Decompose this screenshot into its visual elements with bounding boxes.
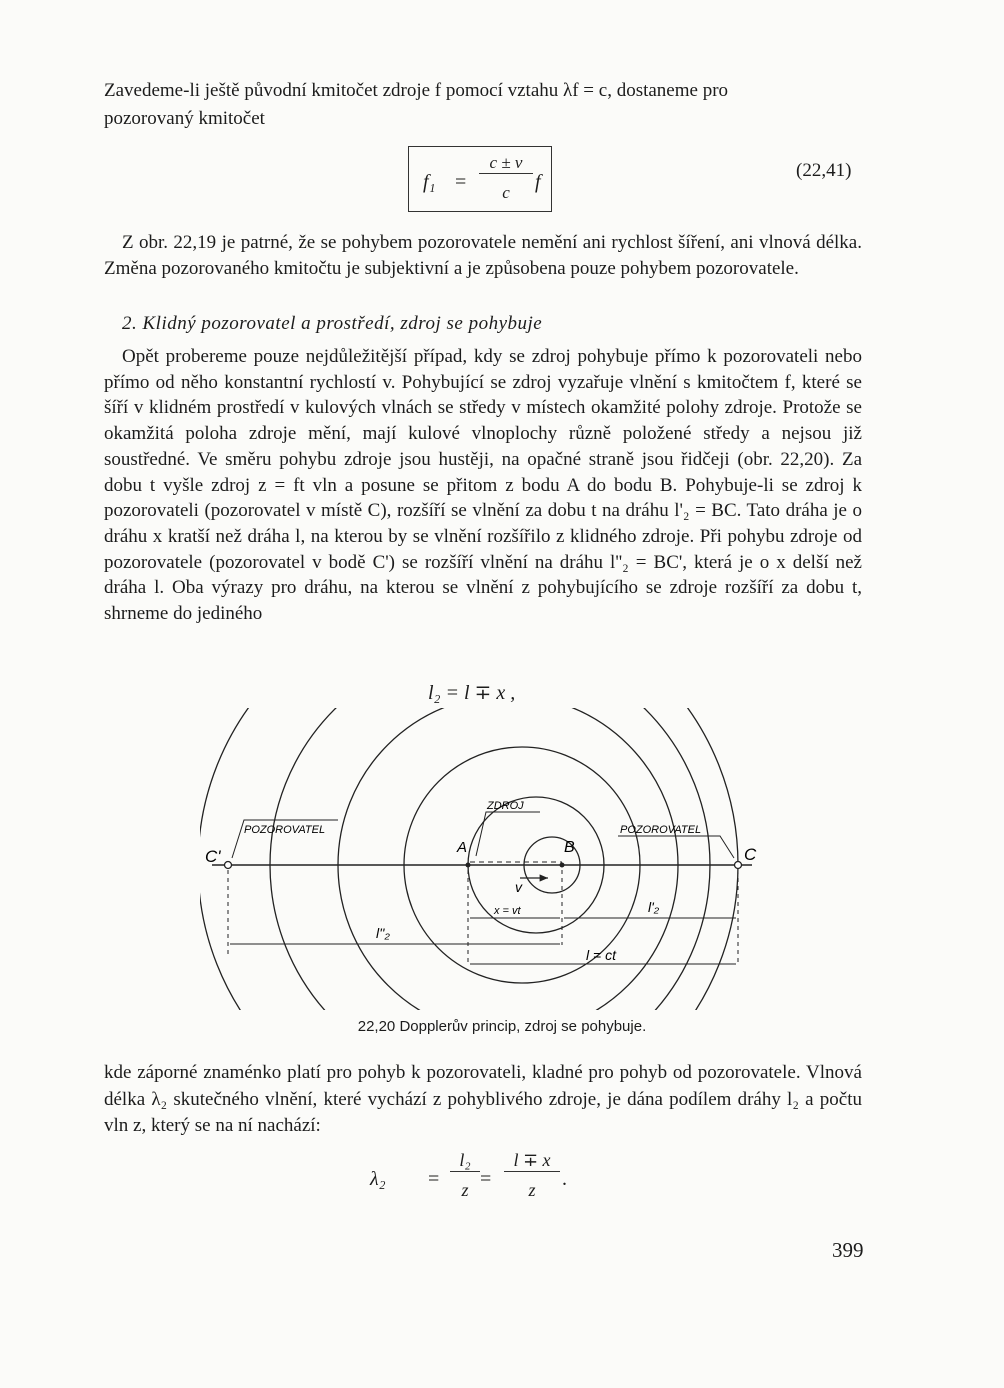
label-c: C [744, 845, 757, 864]
paragraph-main-text: Opět probereme pouze nejdůležitější případ, kdy se zdroj pohybuje přímo k pozorovateli nebo přímo od něho konstantní rychlostí v. Pohybující se zdroj vyzařuje vlnění s kmitočtem f, které se šíří v klidném prostředí v kulových vlnách se středy v místech okamžité polohy zdroje. Protože se okamžitá poloha zdroje mění, mají kulové vlnoplochy různě položené středy a nejsou již soustředné. Ve směru pohybu zdroje jsou hustěji, na opačné straně jsou řidčeji (obr. 22,20). Za dobu t vyšle zdroj z = ft vln a posune se přitom z bodu A do bodu B. Pohybuje-li se zdroj k pozorovateli (pozorovatel v místě C), rozšíří se vlnění za dobu t na dráhu l'₂ = BC. Tato dráha je o dráhu x kratší než dráha l, na kterou by se vlnění rozšířilo z klidného zdroje. Při pohybu zdroje od pozorovatele (pozorovatel v bodě C') se rozšíří vlnění na dráhu l''₂ = BC', která je o x delší než dráha l. Oba výrazy pro dráhu, na kterou se vlnění z pohybujícího se zdroje rozšíří za dobu t, shrneme do jediného [104, 346, 862, 625]
paragraph-after-text: kde záporné znaménko platí pro pohyb k pozorovateli, kladné pro pohyb od pozorovatele. Vlnová délka λ₂ skutečného vlnění, které vychází z pohyblivého zdroje, je dána podílem dráhy l₂ a počtu vln z, který se na ní nachází: [104, 1062, 862, 1136]
formula-numerator: c ± v [479, 153, 533, 174]
formula-lhs: f₁ [423, 171, 436, 193]
lambda-eq1: = [428, 1168, 440, 1190]
label-v: v [515, 879, 522, 895]
label-zdroj: ZDROJ [487, 800, 524, 812]
label-l2-single: l'₂ [648, 899, 660, 915]
label-a: A [457, 839, 468, 856]
formula-eq: = [455, 171, 467, 193]
point-a [466, 863, 471, 868]
lambda-lhs: λ₂ [370, 1168, 386, 1190]
intro-line-1: Zavedeme-li ještě původní kmitočet zdroje f pomocí vztahu λf = c, dostaneme pro [104, 80, 729, 101]
point-c [735, 862, 742, 869]
lambda-frac1-den: z [461, 1180, 469, 1200]
point-c-prime [225, 862, 232, 869]
lambda-frac2-den: z [528, 1180, 536, 1200]
formula-tail: f [535, 171, 541, 193]
equation-l2: l₂ = l ∓ x , [428, 682, 516, 704]
label-l-ct: l = ct [586, 947, 616, 963]
lambda-dot: . [562, 1168, 567, 1190]
equation-number: (22,41) [796, 160, 852, 181]
label-x: x = vt [494, 905, 521, 917]
label-l2-double: l''₂ [376, 925, 390, 941]
lambda-frac1-num: l₂ [450, 1150, 480, 1172]
equation-lambda [370, 1150, 600, 1210]
label-observer-right: POZOROVATEL [620, 824, 702, 836]
lambda-frac2-num: l ∓ x [504, 1150, 560, 1172]
intro-line-2: pozorovaný kmitočet [104, 108, 265, 129]
label-b: B [564, 839, 575, 856]
page-number: 399 [832, 1238, 864, 1262]
point-b [560, 863, 565, 868]
lambda-eq2: = [480, 1168, 492, 1190]
label-observer-left: POZOROVATEL [244, 824, 326, 836]
paragraph-after [104, 1060, 862, 1140]
figure-caption: 22,20 Dopplerův princip, zdroj se pohybuje. [357, 1018, 647, 1035]
label-c-prime: C' [205, 847, 221, 866]
paragraph-obr-22-19-text: Z obr. 22,19 je patrné, že se pohybem pozorovatele nemění ani rychlost šíření, ani vlnová délka. Změna pozorovaného kmitočtu je subjektivní a je způsobena pouze pohybem pozorovatele. [104, 232, 862, 279]
section-heading: 2. Klidný pozorovatel a prostředí, zdroj se pohybuje [122, 313, 543, 334]
formula-denominator: c [502, 183, 510, 202]
